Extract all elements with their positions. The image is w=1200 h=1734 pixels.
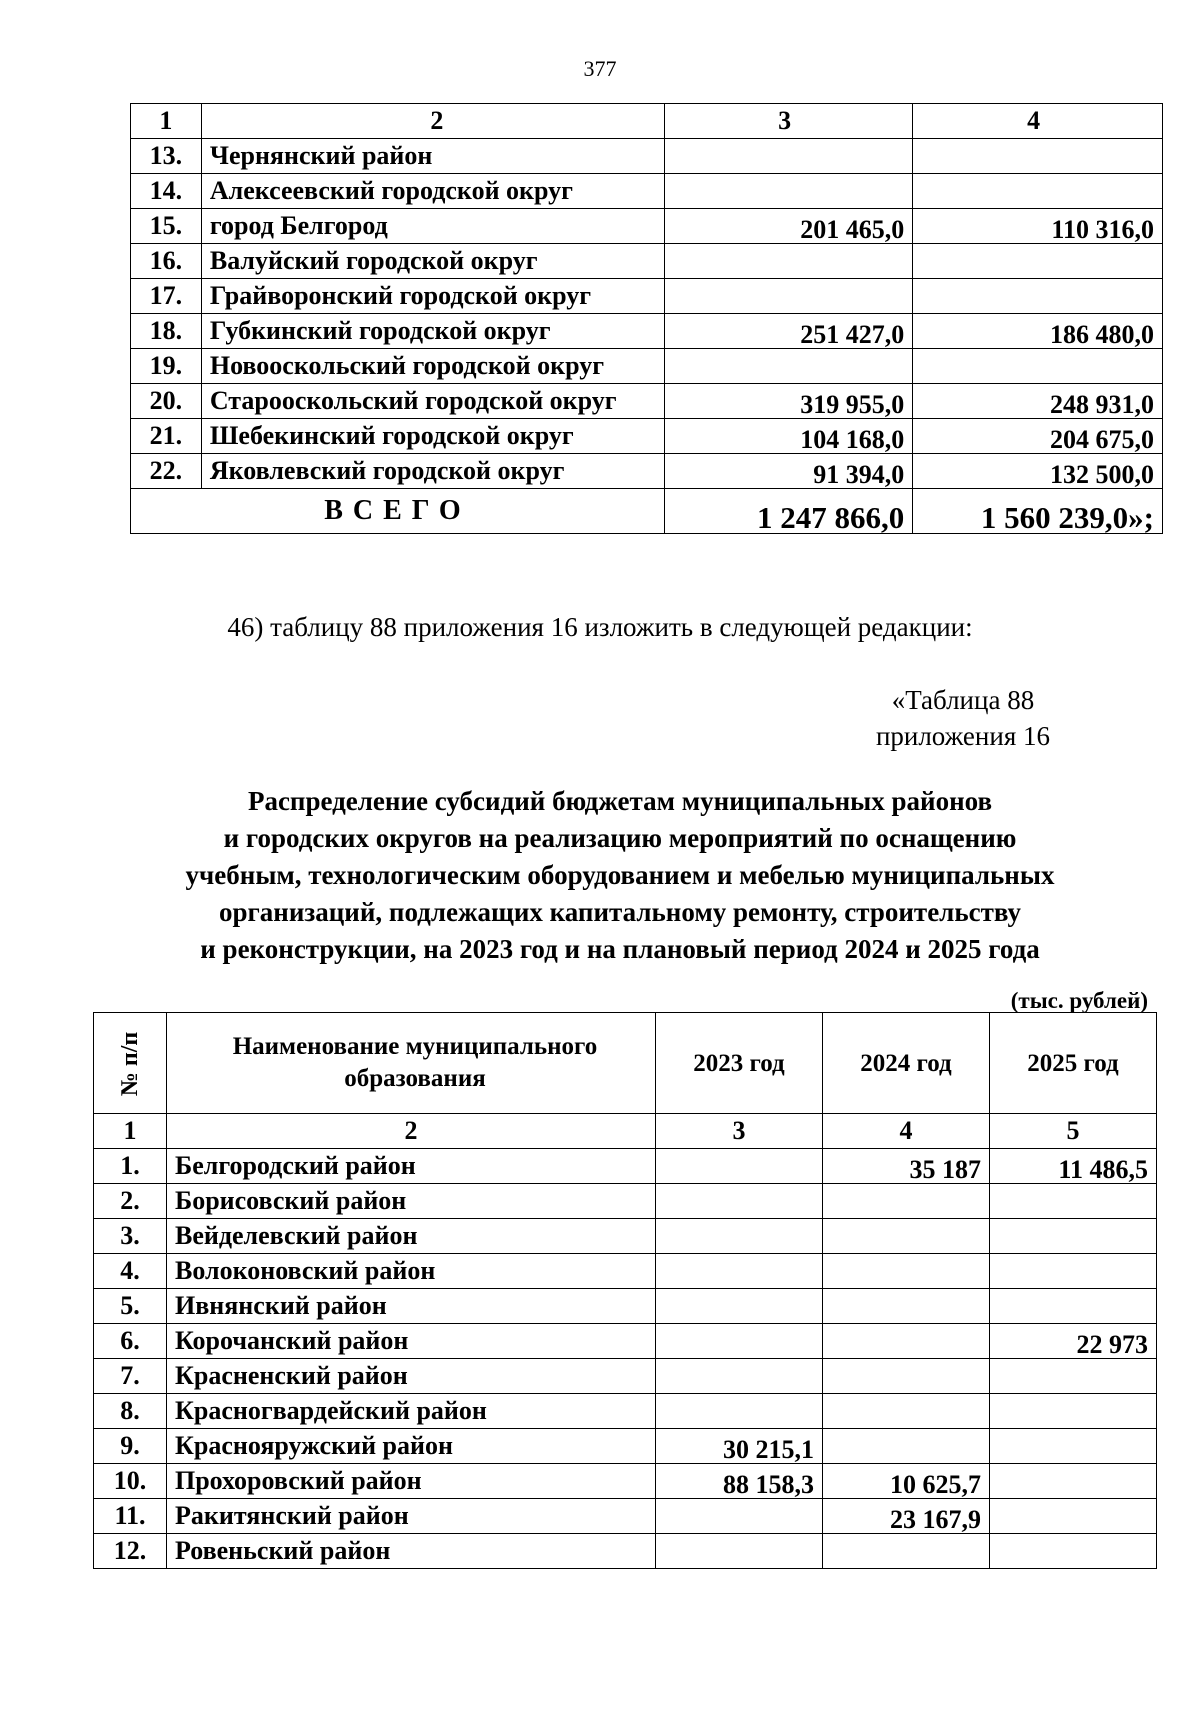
row-number: 11. — [94, 1499, 167, 1534]
row-col3 — [664, 244, 912, 279]
row-col3 — [664, 174, 912, 209]
row-col3 — [664, 349, 912, 384]
row-2025 — [990, 1534, 1157, 1569]
row-col3: 319 955,0 — [664, 384, 912, 419]
row-2025 — [990, 1254, 1157, 1289]
row-2024: 35 187 — [823, 1149, 990, 1184]
row-2024 — [823, 1359, 990, 1394]
row-number: 1. — [94, 1149, 167, 1184]
col-header-2025: 2025 год — [990, 1013, 1157, 1114]
row-col3: 91 394,0 — [664, 454, 912, 489]
row-2023: 88 158,3 — [656, 1464, 823, 1499]
row-name: Прохоровский район — [167, 1464, 656, 1499]
row-2024 — [823, 1534, 990, 1569]
table-row — [94, 1534, 1157, 1569]
row-col4: 248 931,0 — [913, 384, 1163, 419]
table-row — [94, 1149, 1157, 1184]
row-2025 — [990, 1359, 1157, 1394]
row-name: Новооскольский городской округ — [201, 349, 664, 384]
table-row — [131, 349, 1163, 384]
row-2025 — [990, 1464, 1157, 1499]
row-col4: 132 500,0 — [913, 454, 1163, 489]
table-reference — [876, 682, 1050, 754]
amendment-paragraph: 46) таблицу 88 приложения 16 изложить в следующей редакции: — [227, 612, 973, 642]
row-col3 — [664, 139, 912, 174]
table-row — [94, 1394, 1157, 1429]
row-number: 14. — [131, 174, 202, 209]
heading-line: и городских округов на реализацию мероприятий по оснащению — [223, 823, 1017, 853]
table1-header-cell: 1 — [131, 104, 202, 139]
row-name: город Белгород — [201, 209, 664, 244]
table-reference-line1: «Таблица 88 — [891, 685, 1035, 715]
table-row — [131, 139, 1163, 174]
heading-line: учебным, технологическим оборудованием и мебелью муниципальных — [185, 860, 1055, 890]
table-row — [131, 384, 1163, 419]
row-2024: 23 167,9 — [823, 1499, 990, 1534]
total-label: ВСЕГО — [131, 489, 665, 534]
table-row — [94, 1359, 1157, 1394]
row-col4 — [913, 139, 1163, 174]
col-header-2024: 2024 год — [823, 1013, 990, 1114]
table-row — [131, 279, 1163, 314]
page-number: 377 — [583, 56, 617, 81]
heading-line: организаций, подлежащих капитальному ремонту, строительству — [218, 897, 1022, 927]
row-number: 13. — [131, 139, 202, 174]
table1-header-row — [131, 104, 1163, 139]
row-2025 — [990, 1219, 1157, 1254]
table1-body — [131, 139, 1163, 489]
row-name: Вейделевский район — [167, 1219, 656, 1254]
row-number: 8. — [94, 1394, 167, 1429]
row-2025 — [990, 1184, 1157, 1219]
row-2023 — [656, 1499, 823, 1534]
row-col4 — [913, 279, 1163, 314]
row-number: 3. — [94, 1219, 167, 1254]
row-2025 — [990, 1499, 1157, 1534]
row-name: Грайворонский городской округ — [201, 279, 664, 314]
col-header-num — [94, 1013, 167, 1114]
row-col4: 204 675,0 — [913, 419, 1163, 454]
col-number: 1 — [94, 1114, 167, 1149]
row-name: Алексеевский городской округ — [201, 174, 664, 209]
row-name: Красногвардейский район — [167, 1394, 656, 1429]
table-row — [94, 1184, 1157, 1219]
table-row — [131, 209, 1163, 244]
table-row — [131, 454, 1163, 489]
row-2023 — [656, 1324, 823, 1359]
table-continuation — [130, 103, 1163, 534]
row-name: Корочанский район — [167, 1324, 656, 1359]
row-col4: 186 480,0 — [913, 314, 1163, 349]
row-col4 — [913, 174, 1163, 209]
col-header-name — [167, 1013, 656, 1114]
row-number: 10. — [94, 1464, 167, 1499]
row-name: Чернянский район — [201, 139, 664, 174]
row-number: 15. — [131, 209, 202, 244]
row-2023 — [656, 1289, 823, 1324]
table-88 — [93, 1012, 1157, 1569]
row-number: 2. — [94, 1184, 167, 1219]
col-header-num-text: № п/п — [116, 1031, 143, 1096]
table2-header-row — [94, 1013, 1157, 1114]
units-label: (тыс. рублей) — [1010, 988, 1148, 1013]
row-2025 — [990, 1429, 1157, 1464]
table-row — [94, 1219, 1157, 1254]
row-number: 19. — [131, 349, 202, 384]
table-row — [94, 1464, 1157, 1499]
table-heading — [100, 783, 1140, 968]
col-number: 5 — [990, 1114, 1157, 1149]
row-col4: 110 316,0 — [913, 209, 1163, 244]
row-col3: 251 427,0 — [664, 314, 912, 349]
table-row — [94, 1429, 1157, 1464]
row-name: Борисовский район — [167, 1184, 656, 1219]
row-name: Яковлевский городской округ — [201, 454, 664, 489]
table-row — [131, 419, 1163, 454]
row-name: Красненский район — [167, 1359, 656, 1394]
row-name: Губкинский городской округ — [201, 314, 664, 349]
row-number: 20. — [131, 384, 202, 419]
row-col3: 104 168,0 — [664, 419, 912, 454]
table1-total-row — [131, 489, 1163, 534]
row-2023 — [656, 1219, 823, 1254]
table-row — [94, 1499, 1157, 1534]
row-number: 22. — [131, 454, 202, 489]
row-name: Краснояружский район — [167, 1429, 656, 1464]
table-reference-line2: приложения 16 — [875, 721, 1050, 751]
row-2023 — [656, 1394, 823, 1429]
table-row — [94, 1289, 1157, 1324]
row-2023 — [656, 1149, 823, 1184]
total-col4: 1 560 239,0»; — [913, 489, 1163, 534]
row-2024 — [823, 1429, 990, 1464]
row-name: Ракитянский район — [167, 1499, 656, 1534]
row-number: 12. — [94, 1534, 167, 1569]
col-number: 2 — [167, 1114, 656, 1149]
table2-body — [94, 1149, 1157, 1569]
row-name: Шебекинский городской округ — [201, 419, 664, 454]
row-col3: 201 465,0 — [664, 209, 912, 244]
row-name: Ивнянский район — [167, 1289, 656, 1324]
row-2024 — [823, 1184, 990, 1219]
heading-line: и реконструкции, на 2023 год и на плановый период 2024 и 2025 года — [200, 934, 1040, 964]
table-row — [94, 1254, 1157, 1289]
table-row — [131, 314, 1163, 349]
row-2024: 10 625,7 — [823, 1464, 990, 1499]
row-number: 17. — [131, 279, 202, 314]
row-2024 — [823, 1289, 990, 1324]
row-name: Валуйский городской округ — [201, 244, 664, 279]
row-2023 — [656, 1534, 823, 1569]
row-number: 16. — [131, 244, 202, 279]
table1-header-cell: 3 — [664, 104, 912, 139]
heading-line: Распределение субсидий бюджетам муниципальных районов — [247, 786, 993, 816]
row-number: 21. — [131, 419, 202, 454]
table1-header-cell: 2 — [201, 104, 664, 139]
row-2024 — [823, 1324, 990, 1359]
table-row — [94, 1324, 1157, 1359]
row-2023 — [656, 1184, 823, 1219]
col-header-2023: 2023 год — [656, 1013, 823, 1114]
col-header-name-line1: Наименование муниципального — [232, 1033, 598, 1060]
row-2023 — [656, 1359, 823, 1394]
col-header-name-line2: образования — [344, 1065, 486, 1092]
col-number: 4 — [823, 1114, 990, 1149]
row-col3 — [664, 279, 912, 314]
row-name: Ровеньский район — [167, 1534, 656, 1569]
row-2024 — [823, 1254, 990, 1289]
row-col4 — [913, 244, 1163, 279]
row-name: Старооскольский городской округ — [201, 384, 664, 419]
table-row — [131, 244, 1163, 279]
total-col3: 1 247 866,0 — [664, 489, 912, 534]
row-number: 4. — [94, 1254, 167, 1289]
row-name: Волоконовский район — [167, 1254, 656, 1289]
row-2025 — [990, 1394, 1157, 1429]
row-2023: 30 215,1 — [656, 1429, 823, 1464]
row-number: 7. — [94, 1359, 167, 1394]
row-col4 — [913, 349, 1163, 384]
row-2024 — [823, 1394, 990, 1429]
row-name: Белгородский район — [167, 1149, 656, 1184]
row-2025: 11 486,5 — [990, 1149, 1157, 1184]
table2-colnum-row — [94, 1114, 1157, 1149]
row-number: 9. — [94, 1429, 167, 1464]
row-number: 5. — [94, 1289, 167, 1324]
col-number: 3 — [656, 1114, 823, 1149]
table-row — [131, 174, 1163, 209]
row-2025: 22 973 — [990, 1324, 1157, 1359]
row-2023 — [656, 1254, 823, 1289]
row-number: 18. — [131, 314, 202, 349]
row-2025 — [990, 1289, 1157, 1324]
table1-header-cell: 4 — [913, 104, 1163, 139]
row-2024 — [823, 1219, 990, 1254]
row-number: 6. — [94, 1324, 167, 1359]
